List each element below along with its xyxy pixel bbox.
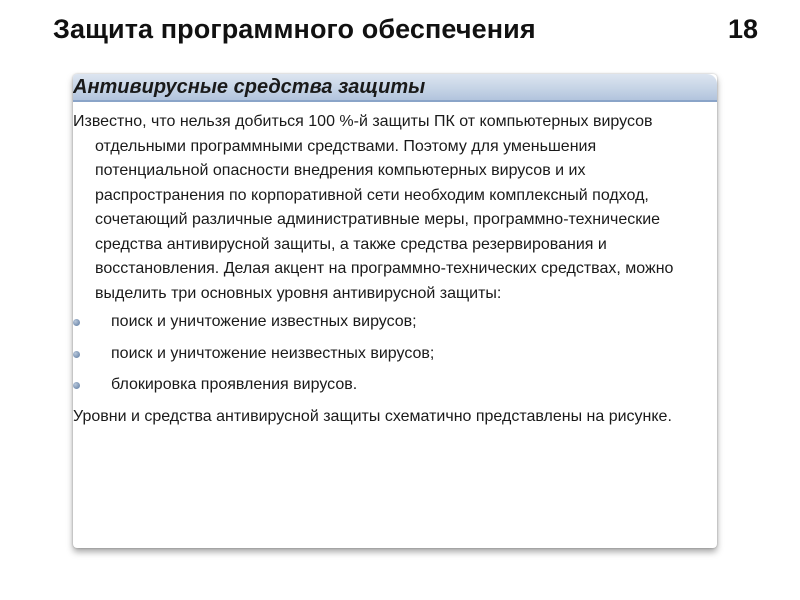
list-item-text: блокировка проявления вирусов. [111, 376, 358, 393]
list-item-text: поиск и уничтожение неизвестных вирусов; [111, 344, 435, 362]
list-item [73, 342, 713, 367]
content-panel [73, 74, 717, 548]
conclusion-paragraph: Уровни и средства антивирусной защиты схематично представлены на рисунке. [73, 407, 672, 425]
bullet-icon [73, 382, 80, 389]
slide-number: 18 [728, 14, 759, 44]
panel-header [73, 74, 717, 102]
bullet-icon [73, 319, 80, 326]
intro-paragraph: Известно, что нельзя добиться 100 %-й защиты ПК от компьютерных вирусов отдельными программными средствами. Поэтому для уменьшения потенциальной опасности внедрения компьютерных вирусов и их распространения по корпоративной сети необходим комплексный подход, сочетающий различные административные меры, программно-технические средства антивирусной защиты, а также средства резервирования и восстановления. Делая акцент на программно-технических средствах, можно выделить три основных уровня антивирусной защиты: [73, 113, 674, 302]
panel-heading: Антивирусные средства защиты [73, 76, 426, 98]
panel-content [73, 110, 713, 429]
slide-title: Защита программного обеспечения [53, 14, 536, 44]
bullet-icon [73, 351, 80, 358]
list-item [73, 373, 713, 398]
bullet-list [73, 310, 713, 398]
list-item [73, 310, 713, 335]
list-item-text: поиск и уничтожение известных вирусов; [111, 313, 417, 330]
